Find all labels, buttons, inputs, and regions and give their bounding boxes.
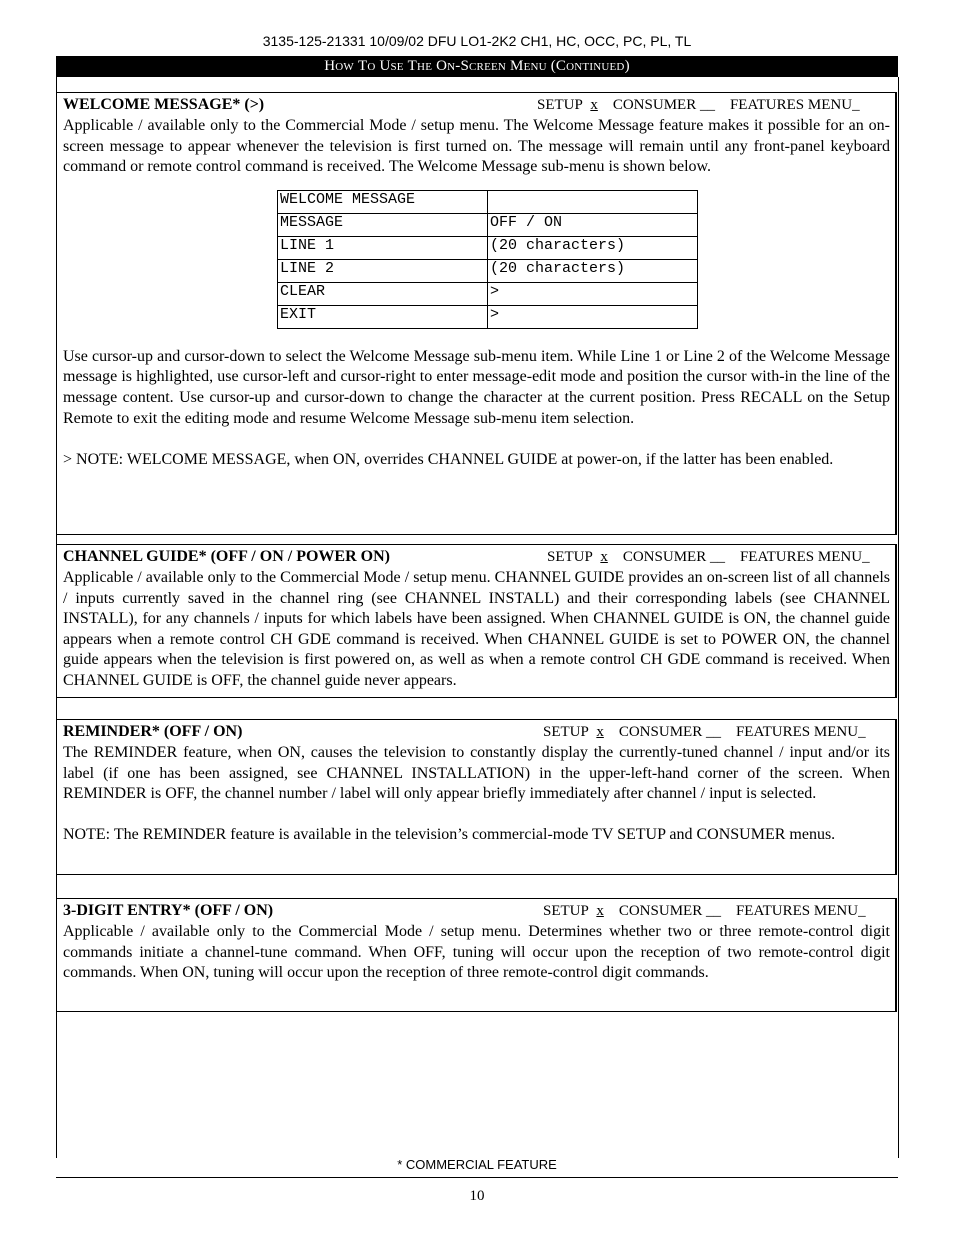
section-title: CHANNEL GUIDE* (OFF / ON / POWER ON) <box>63 548 390 565</box>
section-title: 3-DIGIT ENTRY* (OFF / ON) <box>63 902 274 919</box>
consumer-mark: __ <box>709 549 725 565</box>
title-text-part: n- <box>447 58 461 74</box>
submenu-item-label: LINE 2 <box>278 259 488 282</box>
menu-availability-tags <box>547 547 870 568</box>
submenu-item-value: (20 characters) <box>488 259 698 282</box>
submenu-item-value <box>488 190 698 213</box>
submenu-item-label: CLEAR <box>278 282 488 305</box>
setup-mark: x <box>596 724 604 740</box>
section-note: NOTE: The REMINDER feature is available in the television’s commercial-mode TV SETUP and CONSUMER menus. <box>63 826 836 844</box>
setup-mark: x <box>590 97 598 113</box>
table-row <box>278 305 698 328</box>
features-menu-mark: _ <box>858 903 866 919</box>
submenu-item-value: OFF / ON <box>488 213 698 236</box>
section-body: Applicable / available only to the Commercial Mode / setup menu. CHANNEL GUIDE provides an on-screen list of all channels / inputs currently saved in the channel ring (see CHANNEL INSTALL) and their corresponding labels (see CHANNEL INSTALL), for any channels / inputs for which labels have been assigned. When CHANNEL GUIDE is ON, the channel guide appears when a remote control CH GDE command is received. When CHANNEL GUIDE is set to POWER ON, the channel guide appears when the television is first powered on, as well as when a remote control CH GDE command is received. When CHANNEL GUIDE is OFF, the channel guide never appears. <box>63 569 890 689</box>
three-digit-entry-section <box>56 898 897 1012</box>
consumer-tag: CONSUMER <box>618 903 703 919</box>
section-title: WELCOME MESSAGE* (>) <box>63 96 265 113</box>
title-text-part: he <box>417 58 437 74</box>
submenu-item-value: > <box>488 282 698 305</box>
title-text-part: ontinued <box>566 58 625 74</box>
title-text-part: ow <box>335 58 358 74</box>
welcome-message-submenu-table <box>277 190 698 329</box>
title-text-part: O <box>436 58 448 74</box>
title-text-part: H <box>324 58 336 74</box>
table-row <box>278 282 698 305</box>
consumer-tag: CONSUMER <box>612 97 697 113</box>
consumer-tag: CONSUMER <box>622 549 707 565</box>
channel-guide-section <box>56 544 897 698</box>
consumer-mark: __ <box>705 903 721 919</box>
title-text-part: T <box>407 58 418 74</box>
consumer-mark: __ <box>699 97 715 113</box>
table-row <box>278 259 698 282</box>
setup-mark: x <box>600 549 608 565</box>
welcome-message-section <box>56 92 897 535</box>
section-body: Applicable / available only to the Commercial Mode / setup menu. Determines whether two or three remote-control digit commands initiate a channel-tune command. When OFF, tuning will occur upon the reception of two remote-control digit commands. When ON, tuning will occur upon the reception of three remote-control digit commands. <box>63 923 890 982</box>
section-usage: Use cursor-up and cursor-down to select the Welcome Message sub-menu item. While Line 1 or Line 2 of the Welcome Message message is highlighted, use cursor-left and cursor-right to enter message-edit mode and position the cursor with-in the line of the message content. Use cursor-up and cursor-down to change the character at the current position. Press RECALL on the Setup Remote to exit the editing mode and resume Welcome Message sub-menu item selection. <box>63 347 890 427</box>
consumer-mark: __ <box>705 724 721 740</box>
menu-availability-tags <box>543 901 866 922</box>
title-text-part: se <box>390 58 408 74</box>
submenu-item-value: (20 characters) <box>488 236 698 259</box>
features-menu-mark: _ <box>852 97 860 113</box>
title-text-part: T <box>357 58 368 74</box>
table-row <box>278 236 698 259</box>
features-menu-mark: _ <box>858 724 866 740</box>
title-text-part: U <box>379 58 391 74</box>
features-menu-tag: FEATURES MENU <box>729 97 853 113</box>
title-text-part: S <box>460 58 469 74</box>
section-title: REMINDER* (OFF / ON) <box>63 723 243 740</box>
title-text-part: o <box>367 58 380 74</box>
features-menu-tag: FEATURES MENU <box>735 724 859 740</box>
menu-availability-tags <box>543 722 866 743</box>
section-intro: Applicable / available only to the Commercial Mode / setup menu. The Welcome Message feature makes it possible for an on-screen message to appear whenever the television is first turned on. The message will remain until any front-panel keyboard command or remote control command is received. The Welcome Message sub-menu is shown below. <box>63 117 890 176</box>
consumer-tag: CONSUMER <box>618 724 703 740</box>
setup-tag: SETUP <box>543 903 589 919</box>
title-text-part: M <box>510 58 524 74</box>
submenu-item-value: > <box>488 305 698 328</box>
submenu-item-label: LINE 1 <box>278 236 488 259</box>
setup-tag: SETUP <box>543 724 589 740</box>
menu-availability-tags <box>537 95 860 116</box>
reminder-section <box>56 719 897 875</box>
page-number: 10 <box>469 1188 485 1204</box>
setup-mark: x <box>596 903 604 919</box>
table-row <box>278 213 698 236</box>
title-text-part: ) <box>624 58 630 74</box>
features-menu-mark: _ <box>862 549 870 565</box>
page-title-bar <box>56 56 898 77</box>
submenu-item-label: EXIT <box>278 305 488 328</box>
section-note: > NOTE: WELCOME MESSAGE, when ON, overrides CHANNEL GUIDE at power-on, if the latter has been enabled. <box>63 450 834 468</box>
footer-rule <box>56 1177 898 1178</box>
features-menu-tag: FEATURES MENU <box>735 903 859 919</box>
document-reference: 3135-125-21331 10/09/02 DFU LO1-2K2 CH1, HC, OCC, PC, PL, TL <box>262 33 692 49</box>
submenu-item-label: MESSAGE <box>278 213 488 236</box>
section-body: The REMINDER feature, when ON, causes the television to constantly display the currently-tuned channel / input and/or its label (if one has been assigned, see CHANNEL INSTALLATION) in the upper-left-hand corner of the screen. When REMINDER is OFF, the channel number / label will only appear briefly immediately after channel / input is selected. <box>63 744 890 803</box>
setup-tag: SETUP <box>547 549 593 565</box>
title-text-part: C <box>555 58 567 74</box>
title-text-part: enu ( <box>523 58 556 74</box>
title-text-part: creen <box>469 58 511 74</box>
commercial-feature-note: * COMMERCIAL FEATURE <box>397 1157 557 1172</box>
features-menu-tag: FEATURES MENU <box>739 549 863 565</box>
table-row <box>278 190 698 213</box>
submenu-item-label: WELCOME MESSAGE <box>278 190 488 213</box>
setup-tag: SETUP <box>537 97 583 113</box>
